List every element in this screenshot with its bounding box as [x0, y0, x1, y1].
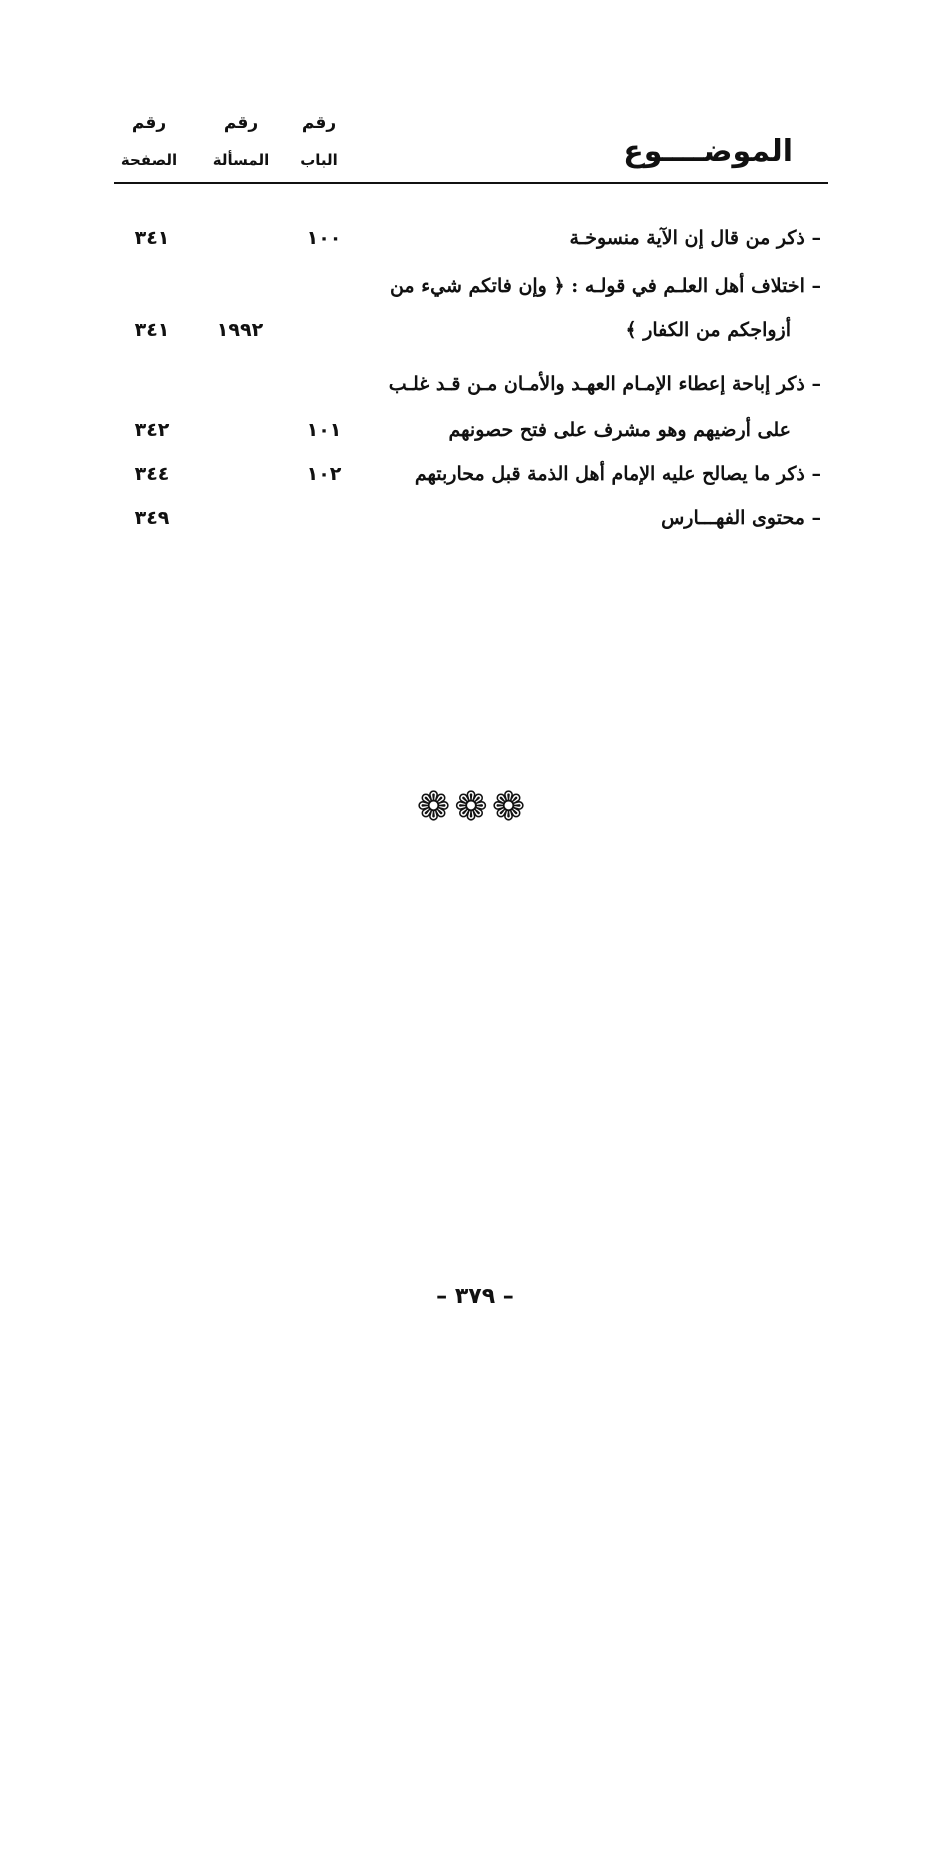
header-page-bottom: الصفحة: [120, 151, 178, 169]
row-chapter-number: ١٠٢: [306, 463, 342, 485]
header-page-column: [104, 108, 194, 176]
header-issue-column: [196, 108, 286, 176]
flower-ornament-icon: ❁: [491, 784, 526, 830]
row-page-number: ٣٤٢: [134, 419, 170, 441]
table-row: [0, 452, 941, 496]
row-topic: أزواجكم من الكفار ﴾: [625, 319, 791, 341]
table-row: [0, 216, 941, 260]
row-page-number: ٣٤١: [134, 319, 170, 341]
header-issue-bottom: المسألة: [212, 151, 270, 169]
flower-ornament-icon: ❁: [416, 784, 451, 830]
row-topic: على أرضيهم وهو مشرف على فتح حصونهم: [448, 419, 791, 441]
table-header: [0, 108, 941, 188]
header-issue-top: رقم: [223, 113, 259, 133]
row-topic: – اختلاف أهل العلـم في قولـه : ﴿ وإن فاتكم شيء من: [389, 275, 821, 297]
table-row: [0, 362, 941, 406]
header-chapter-bottom: الباب: [300, 151, 338, 169]
row-chapter-number: ١٠١: [306, 419, 342, 441]
row-topic: – محتوى الفهـــارس: [661, 507, 821, 529]
row-topic: – ذكر ما يصالح عليه الإمام أهل الذمة قبل محاربتهم: [414, 463, 821, 485]
row-topic: – ذكر من قال إن الآية منسوخـة: [569, 227, 821, 249]
flower-ornament-icon: ❁: [454, 784, 488, 830]
section-ornament: [396, 784, 546, 830]
row-page-number: ٣٤١: [134, 227, 170, 249]
header-page-top: رقم: [131, 113, 167, 133]
table-row: [0, 308, 941, 352]
row-issue-number: ١٩٩٢: [216, 319, 264, 341]
page-number: – ٣٧٩ –: [436, 1284, 514, 1309]
header-chapter-top: رقم: [301, 113, 337, 133]
header-topic: الموضــــوع: [623, 134, 793, 169]
table-row: [0, 408, 941, 452]
row-page-number: ٣٤٩: [134, 507, 170, 529]
table-row: [0, 264, 941, 308]
row-topic: – ذكر إباحة إعطاء الإمـام العهـد والأمـان مـن قـد غلـب: [388, 373, 821, 395]
table-row: [0, 496, 941, 540]
header-divider: [114, 182, 828, 184]
row-page-number: ٣٤٤: [134, 463, 170, 485]
header-chapter-column: [274, 108, 364, 176]
row-chapter-number: ١٠٠: [306, 227, 342, 249]
